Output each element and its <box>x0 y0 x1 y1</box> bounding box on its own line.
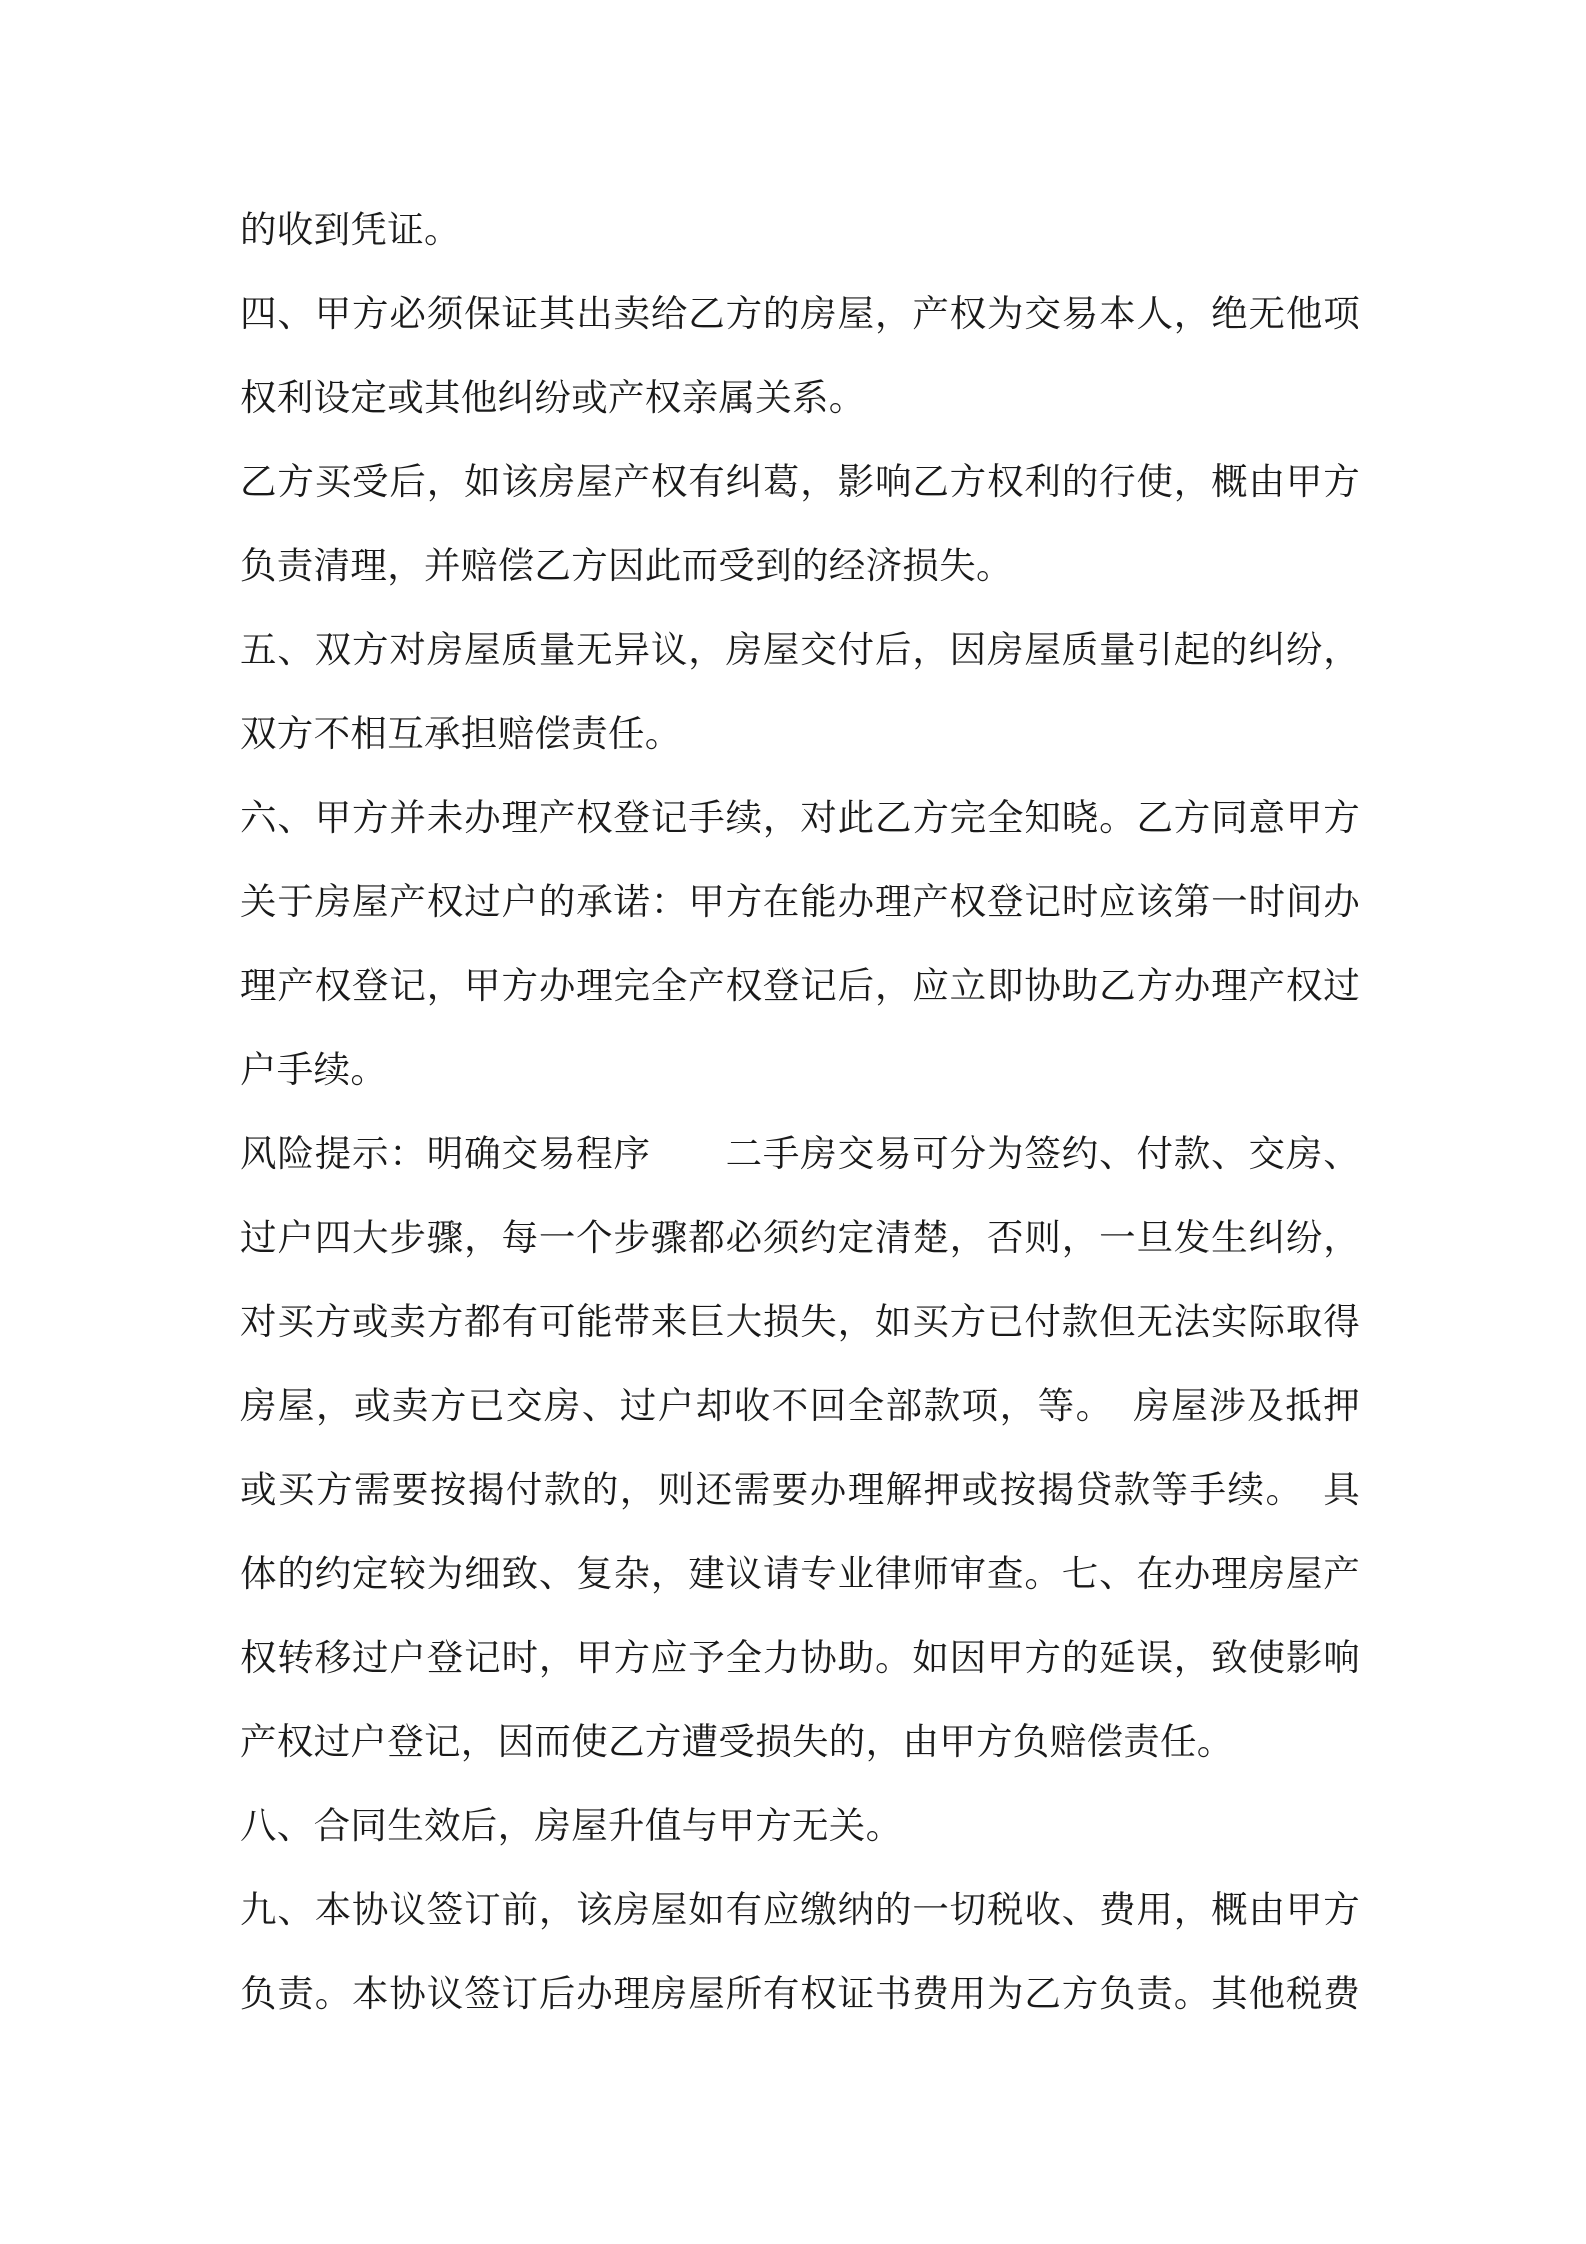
text-line: 过户四大步骤，每一个步骤都必须约定清楚，否则，一旦发生纠纷， <box>240 1216 1360 1259</box>
contract-text <box>240 188 1360 2036</box>
text-line: 体的约定较为细致、复杂，建议请专业律师审查。七、在办理房屋产 <box>240 1552 1360 1595</box>
text-line: 权利设定或其他纠纷或产权亲属关系。 <box>240 376 866 419</box>
text-line: 或买方需要按揭付款的，则还需要办理解押或按揭贷款等手续。 具 <box>240 1468 1360 1511</box>
text-line: 负责清理，并赔偿乙方因此而受到的经济损失。 <box>240 544 1013 587</box>
text-line: 五、双方对房屋质量无异议，房屋交付后，因房屋质量引起的纠纷， <box>240 628 1360 671</box>
text-line: 乙方买受后，如该房屋产权有纠葛，影响乙方权利的行使，概由甲方 <box>240 460 1360 503</box>
text-line: 负责。本协议签订后办理房屋所有权证书费用为乙方负责。其他税费 <box>240 1972 1360 2015</box>
text-line: 九、本协议签订前，该房屋如有应缴纳的一切税收、费用，概由甲方 <box>240 1888 1360 1931</box>
text-line: 风险提示：明确交易程序 二手房交易可分为签约、付款、交房、 <box>240 1132 1360 1175</box>
text-line: 权转移过户登记时，甲方应予全力协助。如因甲方的延误，致使影响 <box>240 1636 1360 1679</box>
text-line: 的收到凭证。 <box>240 208 461 251</box>
text-line: 对买方或卖方都有可能带来巨大损失，如买方已付款但无法实际取得 <box>240 1300 1360 1343</box>
text-line: 房屋，或卖方已交房、过户却收不回全部款项，等。 房屋涉及抵押 <box>240 1384 1360 1427</box>
text-line: 户手续。 <box>240 1048 388 1091</box>
text-line: 双方不相互承担赔偿责任。 <box>240 712 682 755</box>
text-line: 理产权登记，甲方办理完全产权登记后，应立即协助乙方办理产权过 <box>240 964 1360 1007</box>
text-line: 四、甲方必须保证其出卖给乙方的房屋，产权为交易本人，绝无他项 <box>240 292 1360 335</box>
text-line: 产权过户登记，因而使乙方遭受损失的，由甲方负赔偿责任。 <box>240 1720 1234 1763</box>
text-line: 关于房屋产权过户的承诺：甲方在能办理产权登记时应该第一时间办 <box>240 880 1360 923</box>
text-line: 六、甲方并未办理产权登记手续，对此乙方完全知晓。乙方同意甲方 <box>240 796 1360 839</box>
text-line: 八、合同生效后，房屋升值与甲方无关。 <box>240 1804 903 1847</box>
